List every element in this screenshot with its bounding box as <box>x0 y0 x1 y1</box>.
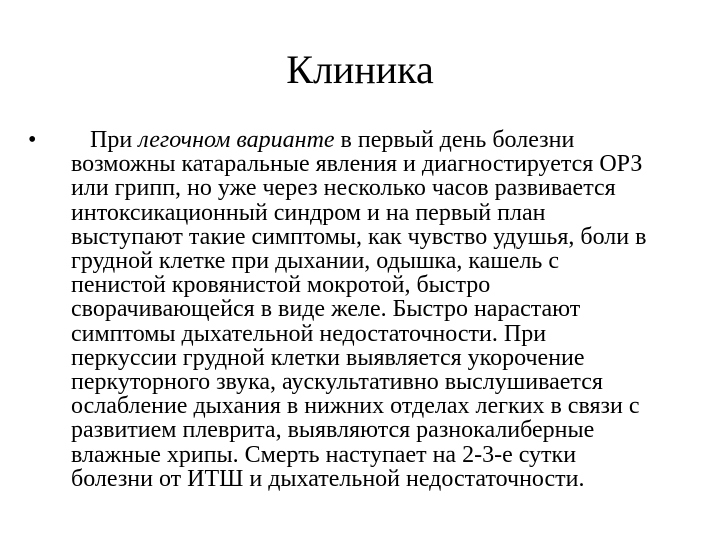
paragraph-line-1-suffix: в первый день болезни <box>334 127 575 153</box>
bullet-marker: • <box>28 127 37 153</box>
paragraph-line: ослабление дыхания в нижних отделах легких в связи с <box>71 393 640 420</box>
paragraph-line: болезни от ИТШ и дыхательной недостаточности. <box>71 465 585 492</box>
paragraph-line-1 <box>71 128 691 152</box>
bullet-paragraph <box>71 128 691 491</box>
paragraph-line: развитием плеврита, выявляются разнокалиберные <box>71 417 595 444</box>
paragraph-line: или грипп, но уже через несколько часов развивается <box>71 175 616 202</box>
paragraph-line: влажные хрипы. Смерть наступает на 2-3-е сутки <box>71 441 577 468</box>
paragraph-line: перкуторного звука, аускультативно выслушивается <box>71 369 603 396</box>
paragraph-line: грудной клетке при дыхании, одышка, кашель с <box>71 248 560 275</box>
slide-title: Клиника <box>286 47 434 92</box>
paragraph-line: перкуссии грудной клетки выявляется укорочение <box>71 344 585 371</box>
paragraph-line: пенистой кровянистой мокротой, быстро <box>71 272 491 299</box>
paragraph-line: симптомы дыхательной недостаточности. При <box>71 320 547 347</box>
paragraph-line-1-italic: легочном варианте <box>138 127 335 153</box>
paragraph-line-1-prefix: При <box>90 127 139 153</box>
paragraph-line: выступают такие симптомы, как чувство удушья, боли в <box>71 223 647 250</box>
paragraph-line: возможны катаральные явления и диагностируется ОРЗ <box>71 151 643 178</box>
paragraph-line: сворачивающейся в виде желе. Быстро нарастают <box>71 296 581 323</box>
paragraph-line: интоксикационный синдром и на первый план <box>71 199 546 226</box>
